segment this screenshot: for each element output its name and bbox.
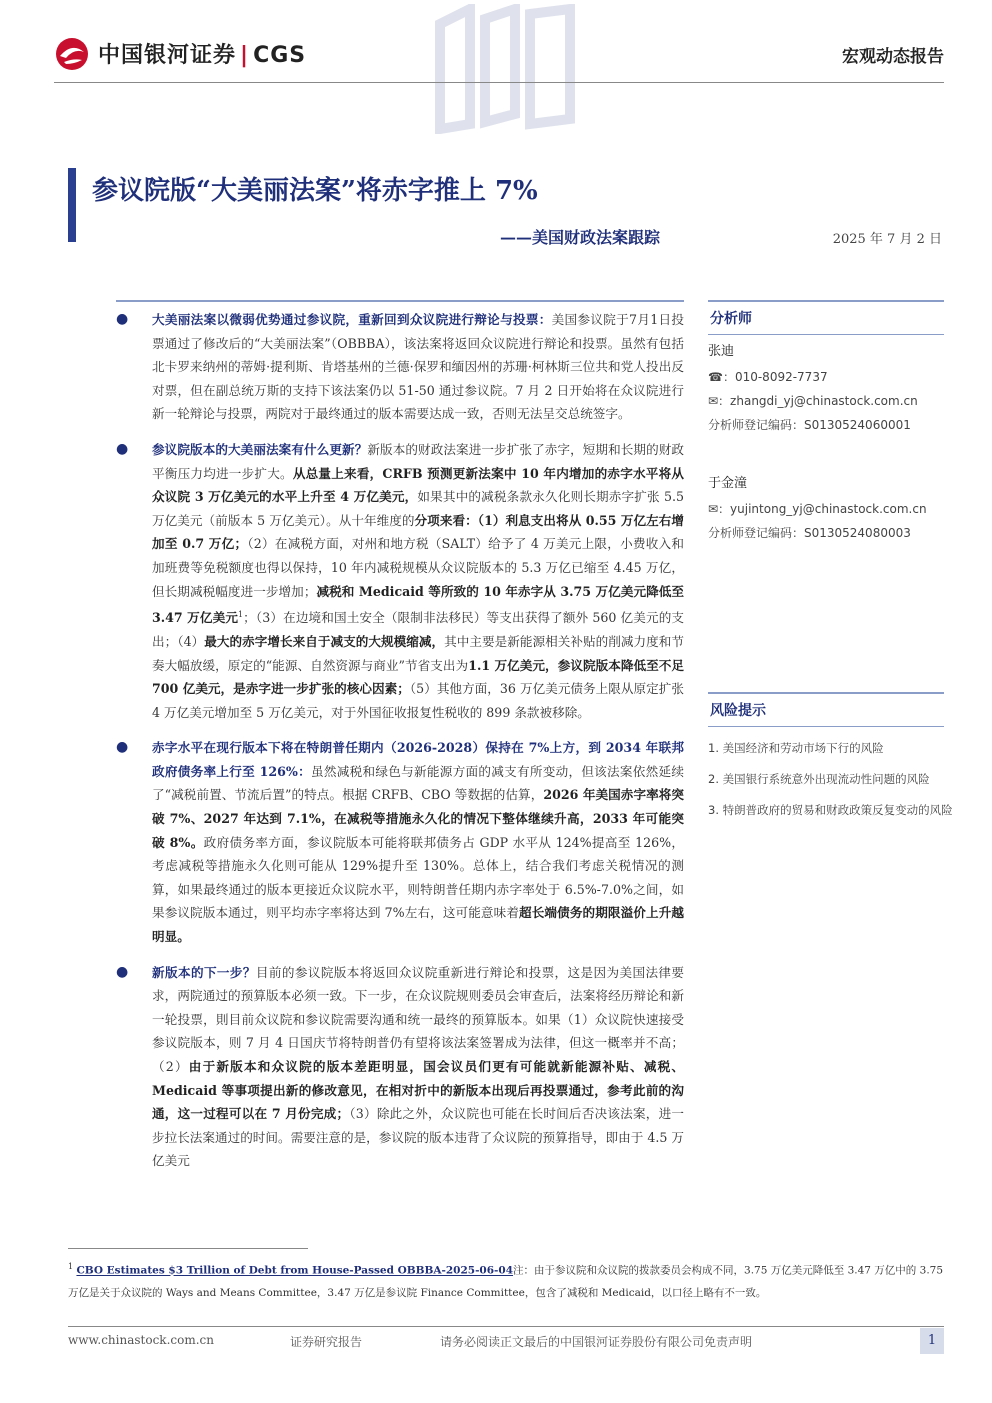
paragraph-bold: 1.1 万亿美元，参议院版本降低至不足 700 亿美元，是赤字进一步扩张的核心因素；	[152, 657, 684, 697]
bullet-icon: ●	[116, 739, 129, 756]
paragraph-bold: 超长端债务的期限溢价上升越明显。	[152, 905, 684, 945]
risk-panel	[708, 692, 953, 826]
footer-website[interactable]: www.chinastock.com.cn	[68, 1333, 214, 1347]
paragraph-text: （3）除此之外，众议院也可能在长时间后否决该法案，进一步拉长法案通过的时间。需要注意的是，参议院的版本违背了众议院的预算指导，即由于 4.5 万亿美元	[152, 1106, 684, 1169]
bullet-icon: ●	[116, 963, 129, 980]
page-number: 1	[920, 1328, 944, 1354]
bullet-icon: ●	[116, 311, 129, 327]
logo-cn: 中国银河证券	[98, 43, 237, 68]
paragraph-text: 虽然减税和绿色与新能源方面的减支有所变动，但该法案依然延续了“减税前置、节流后置”的特点。根据 CRFB、CBO 等数据的估算，	[152, 763, 685, 803]
title-accent-bar	[68, 168, 76, 242]
paragraph-bold: 分项来看：（1）利息支出将从 0.55 万亿左右增加至 0.7 万亿；	[152, 512, 684, 552]
footnote-divider	[68, 1248, 308, 1249]
analyst-email[interactable]: ✉：yujintong_yj@chinastock.com.cn	[708, 502, 927, 516]
logo-icon	[54, 36, 90, 72]
paragraph-lead: 新版本的下一步？	[152, 964, 256, 980]
risk-item: 1. 美国经济和劳动市场下行的风险	[708, 741, 884, 755]
footer-disclaimer: 请务必阅读正文最后的中国银河证券股份有限公司免责声明	[440, 1335, 753, 1349]
paragraph-bold: 由于新版本和众议院的版本差距明显，国会议员们更有可能就新能源补贴、减税、Medicaid 等事项提出新的修改意见，在相对折中的新版本出现后再投票通过，参考此前的沟通，这一过程可以在 7 月份完成；	[152, 1059, 685, 1122]
analyst-panel	[708, 300, 944, 545]
footnote	[68, 1256, 948, 1304]
paragraph-lead: 大美丽法案以微弱优势通过参议院，重新回到众议院进行辩论与投票：	[152, 312, 552, 327]
footnote-number: 1	[68, 1262, 74, 1271]
main-content	[116, 308, 684, 1185]
analyst-registration: 分析师登记编码：S0130524080003	[708, 526, 911, 540]
analyst-email[interactable]: ✉：zhangdi_yj@chinastock.com.cn	[708, 394, 918, 408]
analyst-heading: 分析师	[708, 300, 944, 335]
analyst-name: 张迪	[708, 344, 735, 359]
paragraph-2	[116, 438, 684, 724]
risk-heading: 风险提示	[708, 692, 944, 727]
paragraph-bold: 减税和 Medicaid 等所致的 10 年赤字从 3.75 万亿美元降低至 3.47 万亿美元	[152, 583, 685, 626]
cgs-watermark	[430, 4, 580, 134]
bullet-icon: ●	[116, 440, 129, 457]
page-title: 参议院版“大美丽法案”将赤字推上 7%	[92, 176, 538, 206]
paragraph-bold: 从总量上来看，CRFB 预测更新法案中 10 年内增加的赤字水平将从众议院 3 万亿美元的水平上升至 4 万亿美元，	[152, 465, 684, 505]
header-divider	[54, 82, 944, 83]
risk-item: 3. 特朗普政府的贸易和财政政策反复变动的风险	[708, 803, 953, 817]
brand-logo	[98, 38, 306, 69]
report-date: 2025 年 7 月 2 日	[832, 232, 942, 247]
page-subtitle: ——美国财政法案跟踪	[500, 228, 661, 247]
footer-divider	[68, 1326, 944, 1327]
logo-en: CGS	[253, 43, 307, 68]
logo-separator: |	[240, 43, 250, 68]
paragraph-text: 政府债务率方面，参议院版本可能将联邦债务占 GDP 水平从 124%提高至 126%，考虑减税等措施永久化则可能从 129%提升至 130%。总体上，结合我们考虑关税情况的测算，如果最终通过的版本更接近众议院水平，则特朗普任期内赤字率处于 6.5%-7.0%之间，如果参议院版本通过，则平均赤字率将达到 7%左右，这可能意味着	[152, 834, 684, 921]
footnote-text: 注：由于参议院和众议院的拨款委员会构成不同，3.75 万亿美元降低至 3.47 万亿中的 3.75 万亿是关于众议院的 Ways and Means Committee，3.47 万亿是参议院 Finance Committee，包含了减税和 Medicaid，以口径上略有不一致。	[68, 1264, 944, 1299]
analyst-phone: ☎：010-8092-7737	[708, 370, 828, 384]
paragraph-text: 如果其中的减税条款永久化则长期赤字扩张 5.5 万亿美元（前版本 5 万亿美元）。从十年维度的	[152, 489, 684, 528]
paragraph-text: 美国参议院于7月1日投票通过了修改后的“大美丽法案”（OBBBA），该法案将返回众议院进行辩论和投票。虽然有包括北卡罗来纳州的蒂姆·提利斯、肯塔基州的兰德·保罗和缅因州的苏珊·柯林斯三位共和党人投出反对票，但在副总统万斯的支持下该法案仍以 51-50 通过参议院。7 月 2 日开始将在众议院进行新一轮辩论与投票，两院对于最终通过的版本需要达成一致，否则无法呈交总统签字。	[152, 312, 685, 422]
paragraph-text: 新版本的财政法案进一步扩张了赤字，短期和长期的财政平衡压力均进一步扩大。	[152, 441, 685, 481]
analyst-registration: 分析师登记编码：S0130524060001	[708, 418, 911, 432]
paragraph-lead: 参议院版本的大美丽法案有什么更新？	[152, 441, 368, 457]
footnote-link[interactable]: CBO Estimates $3 Trillion of Debt from House-Passed OBBBA-2025-06-04	[76, 1264, 514, 1277]
footer-doc-type: 证券研究报告	[290, 1335, 363, 1349]
paragraph-1	[116, 308, 684, 426]
paragraph-text: ；（3）在边境和国土安全（限制非法移民）等支出获得了额外 560 亿美元的支出；（4）	[152, 610, 684, 649]
paragraph-bold: 2026 年美国赤字率将突破 7%、2027 年达到 7.1%，在减税等措施永久化的情况下整体继续升高，2033 年可能突破 8%。	[152, 787, 685, 850]
paragraph-text: 目前的参议院版本将返回众议院重新进行辩论和投票，这是因为美国法律要求，两院通过的预算版本必须一致。下一步，在众议院规则委员会审查后，法案将经历辩论和新一轮投票，則目前众议院和参议院需要沟通和统一最终的预算版本。如果（1）众议院快速接受参议院版本，则 7 月 4 日国庆节将特朗普仍有望将该法案签署成为法律，但这一概率并不高；（2）	[152, 964, 685, 1074]
paragraph-bold: 最大的赤字增长来自于减支的大规模缩减，	[204, 633, 445, 649]
main-divider	[116, 300, 684, 302]
paragraph-text: （5）其他方面，36 万亿美元债务上限从原定扩张 4 万亿美元增加至 5 万亿美元，对于外国征收报复性税收的 899 条款被移除。	[152, 681, 684, 720]
paragraph-3	[116, 736, 684, 948]
footnote-ref[interactable]: 1	[238, 610, 244, 620]
analyst-name: 于金潼	[708, 476, 748, 491]
paragraph-text: 其中主要是新能源相关补贴的削减力度和节奏大幅放缓，原定的“能源、自然资源与商业”节省支出为	[152, 633, 684, 673]
risk-item: 2. 美国银行系统意外出现流动性问题的风险	[708, 772, 930, 786]
report-type: 宏观动态报告	[842, 47, 944, 67]
paragraph-4	[116, 961, 684, 1173]
paragraph-text: （2）在减税方面，对州和地方税（SALT）给予了 4 万美元上限，小费收入和加班费等免税额度也得以保持，10 年内减税规模从众议院版本的 5.3 万亿已缩至 4.45 万亿，但长期减税幅度进一步增加；	[152, 536, 684, 599]
paragraph-lead: 赤字水平在现行版本下将在特朗普任期内（2026-2028）保持在 7%上方，到 2034 年联邦政府债务率上行至 126%：	[152, 740, 684, 779]
